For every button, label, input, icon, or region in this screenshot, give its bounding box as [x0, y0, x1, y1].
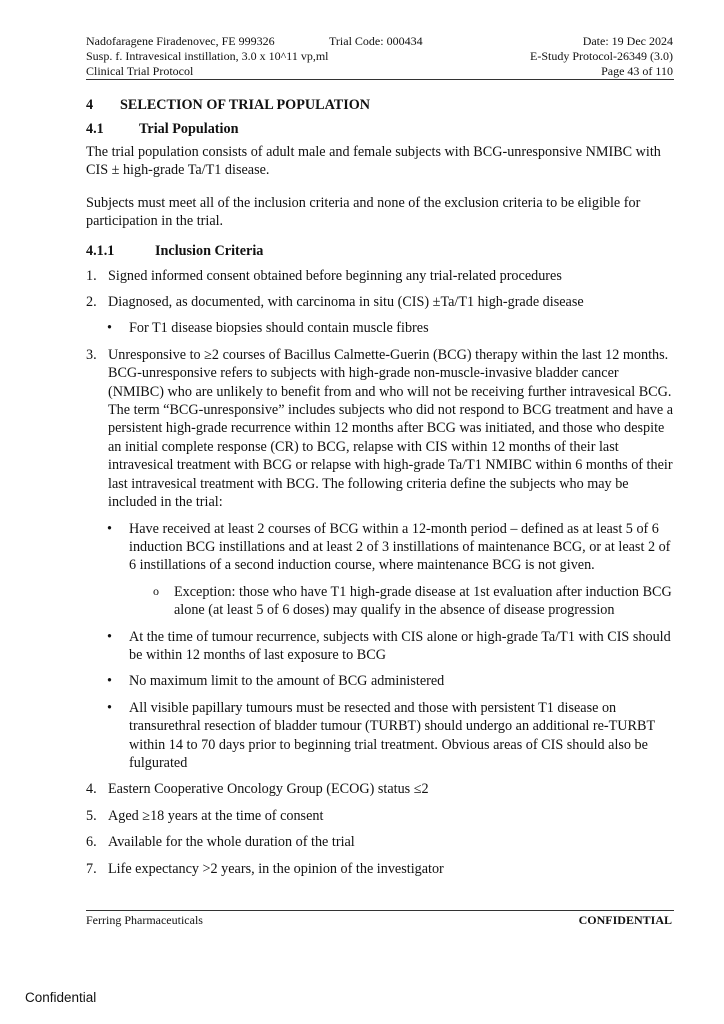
item-text: Available for the whole duration of the trial: [108, 834, 355, 851]
bullet-item: [86, 628, 676, 665]
subsection-number: 4.1: [86, 121, 104, 137]
sub-bullet-item: [86, 583, 676, 620]
bullet-icon: •: [107, 628, 112, 645]
bullet-text: At the time of tumour recurrence, subjects with CIS alone or high-grade Ta/T1 with CIS should be within 12 months of last exposure to BCG: [129, 628, 671, 663]
bullet-icon: •: [107, 673, 112, 690]
main-content: [86, 95, 676, 878]
list-item: [86, 833, 676, 851]
list-item: [86, 780, 676, 798]
header-doc-type: Clinical Trial Protocol: [86, 64, 194, 78]
inclusion-list: [86, 267, 676, 878]
section-number: 4: [86, 97, 94, 113]
footer-divider: [86, 910, 674, 911]
list-item: [86, 860, 676, 878]
footer-company: Ferring Pharmaceuticals: [86, 913, 203, 927]
header-formulation: Susp. f. Intravesical instillation, 3.0 x 10^11 vp,ml: [86, 49, 329, 63]
bullet-text: No maximum limit to the amount of BCG administered: [129, 673, 445, 690]
item-text: Life expectancy >2 years, in the opinion of the investigator: [108, 860, 444, 877]
item-number: 5.: [86, 807, 97, 824]
list-item: [86, 267, 676, 285]
eligibility-paragraph: Subjects must meet all of the inclusion criteria and none of the exclusion criteria to be eligible for participation in the trial.: [86, 194, 641, 230]
footer-classification: CONFIDENTIAL: [578, 913, 672, 927]
bullet-icon: •: [107, 320, 112, 337]
bullet-text: All visible papillary tumours must be resected and those with persistent T1 disease on transurethral resection of bladder tumour (TURBT) should undergo an additional re-TURBT within 14 to 70 days prior to beginning trial treatment. Obvious areas of CIS should also be fulgurated: [129, 699, 655, 771]
header-product: Nadofaragene Firadenovec, FE 999326: [86, 34, 275, 48]
inclusion-title: Inclusion Criteria: [155, 242, 264, 259]
list-item: [86, 293, 676, 311]
header-divider: [86, 79, 674, 80]
bullet-item: [86, 520, 676, 575]
bullet-item: [86, 699, 676, 773]
item-number: 6.: [86, 834, 97, 851]
inclusion-number: 4.1.1: [86, 242, 115, 259]
header-protocol-id: E-Study Protocol-26349 (3.0): [530, 49, 673, 63]
bullet-text: Have received at least 2 courses of BCG within a 12-month period – defined as at least 5 of 6 induction BCG instillations and at least 2 of 3 instillations of maintenance BCG, or at least 2 of 6 instillations of a second induction course, where maintenance BCG is not given.: [129, 520, 671, 574]
page-header: [86, 34, 674, 79]
item-text: Unresponsive to ≥2 courses of Bacillus Calmette-Guerin (BCG) therapy within the last 12 months. BCG-unresponsive refers to subjects with high-grade non-muscle-invasive bladder cancer (NMIBC) who are unlikely to benefit from and who will not be receiving further intravesical BCG. The term “BCG-unresponsive” includes subjects who did not respond to BCG treatment and have a persistent high-grade recurrence within 12 months after BCG was initiated, and those who despite an initial complete response (CR) to BCG, relapse with CIS within 12 months of their last intravesical treatment with BCG or relapse with high-grade Ta/T1 NMIBC within 6 months of their last intravesical treatment with BCG. The following criteria define the subjects who may be included in the trial:: [108, 346, 674, 511]
circle-bullet-icon: o: [153, 583, 159, 598]
item-number: 7.: [86, 860, 97, 877]
confidential-stamp: Confidential: [25, 990, 97, 1005]
subsection-title: Trial Population: [139, 121, 239, 137]
header-trial-code: Trial Code: 000434: [329, 34, 423, 48]
list-item: [86, 346, 676, 512]
item-text: Signed informed consent obtained before beginning any trial-related procedures: [108, 267, 562, 284]
population-paragraph: The trial population consists of adult male and female subjects with BCG-unresponsive NMIBC with CIS ± high-grade Ta/T1 disease.: [86, 144, 661, 179]
bullet-icon: •: [107, 699, 112, 716]
bullet-item: [86, 319, 676, 337]
section-title: SELECTION OF TRIAL POPULATION: [120, 97, 371, 113]
header-date: Date: 19 Dec 2024: [582, 34, 673, 48]
item-number: 4.: [86, 781, 97, 798]
item-text: Eastern Cooperative Oncology Group (ECOG) status ≤2: [108, 781, 429, 798]
item-number: 3.: [86, 346, 97, 363]
item-number: 2.: [86, 294, 97, 311]
bullet-icon: •: [107, 520, 112, 537]
bullet-item: [86, 672, 676, 690]
header-page-number: Page 43 of 110: [601, 64, 673, 78]
list-item: [86, 807, 676, 825]
inclusion-heading: [86, 241, 676, 261]
sub-bullet-text: Exception: those who have T1 high-grade disease at 1st evaluation after induction BCG alone (at least 5 of 6 doses) may qualify in the absence of disease progression: [174, 583, 672, 619]
subsection-heading: [86, 119, 676, 139]
bullet-text: For T1 disease biopsies should contain muscle fibres: [129, 320, 429, 337]
item-text: Diagnosed, as documented, with carcinoma in situ (CIS) ±Ta/T1 high-grade disease: [108, 294, 584, 311]
item-number: 1.: [86, 267, 97, 284]
item-text: Aged ≥18 years at the time of consent: [108, 807, 324, 824]
section-heading: [86, 95, 676, 115]
